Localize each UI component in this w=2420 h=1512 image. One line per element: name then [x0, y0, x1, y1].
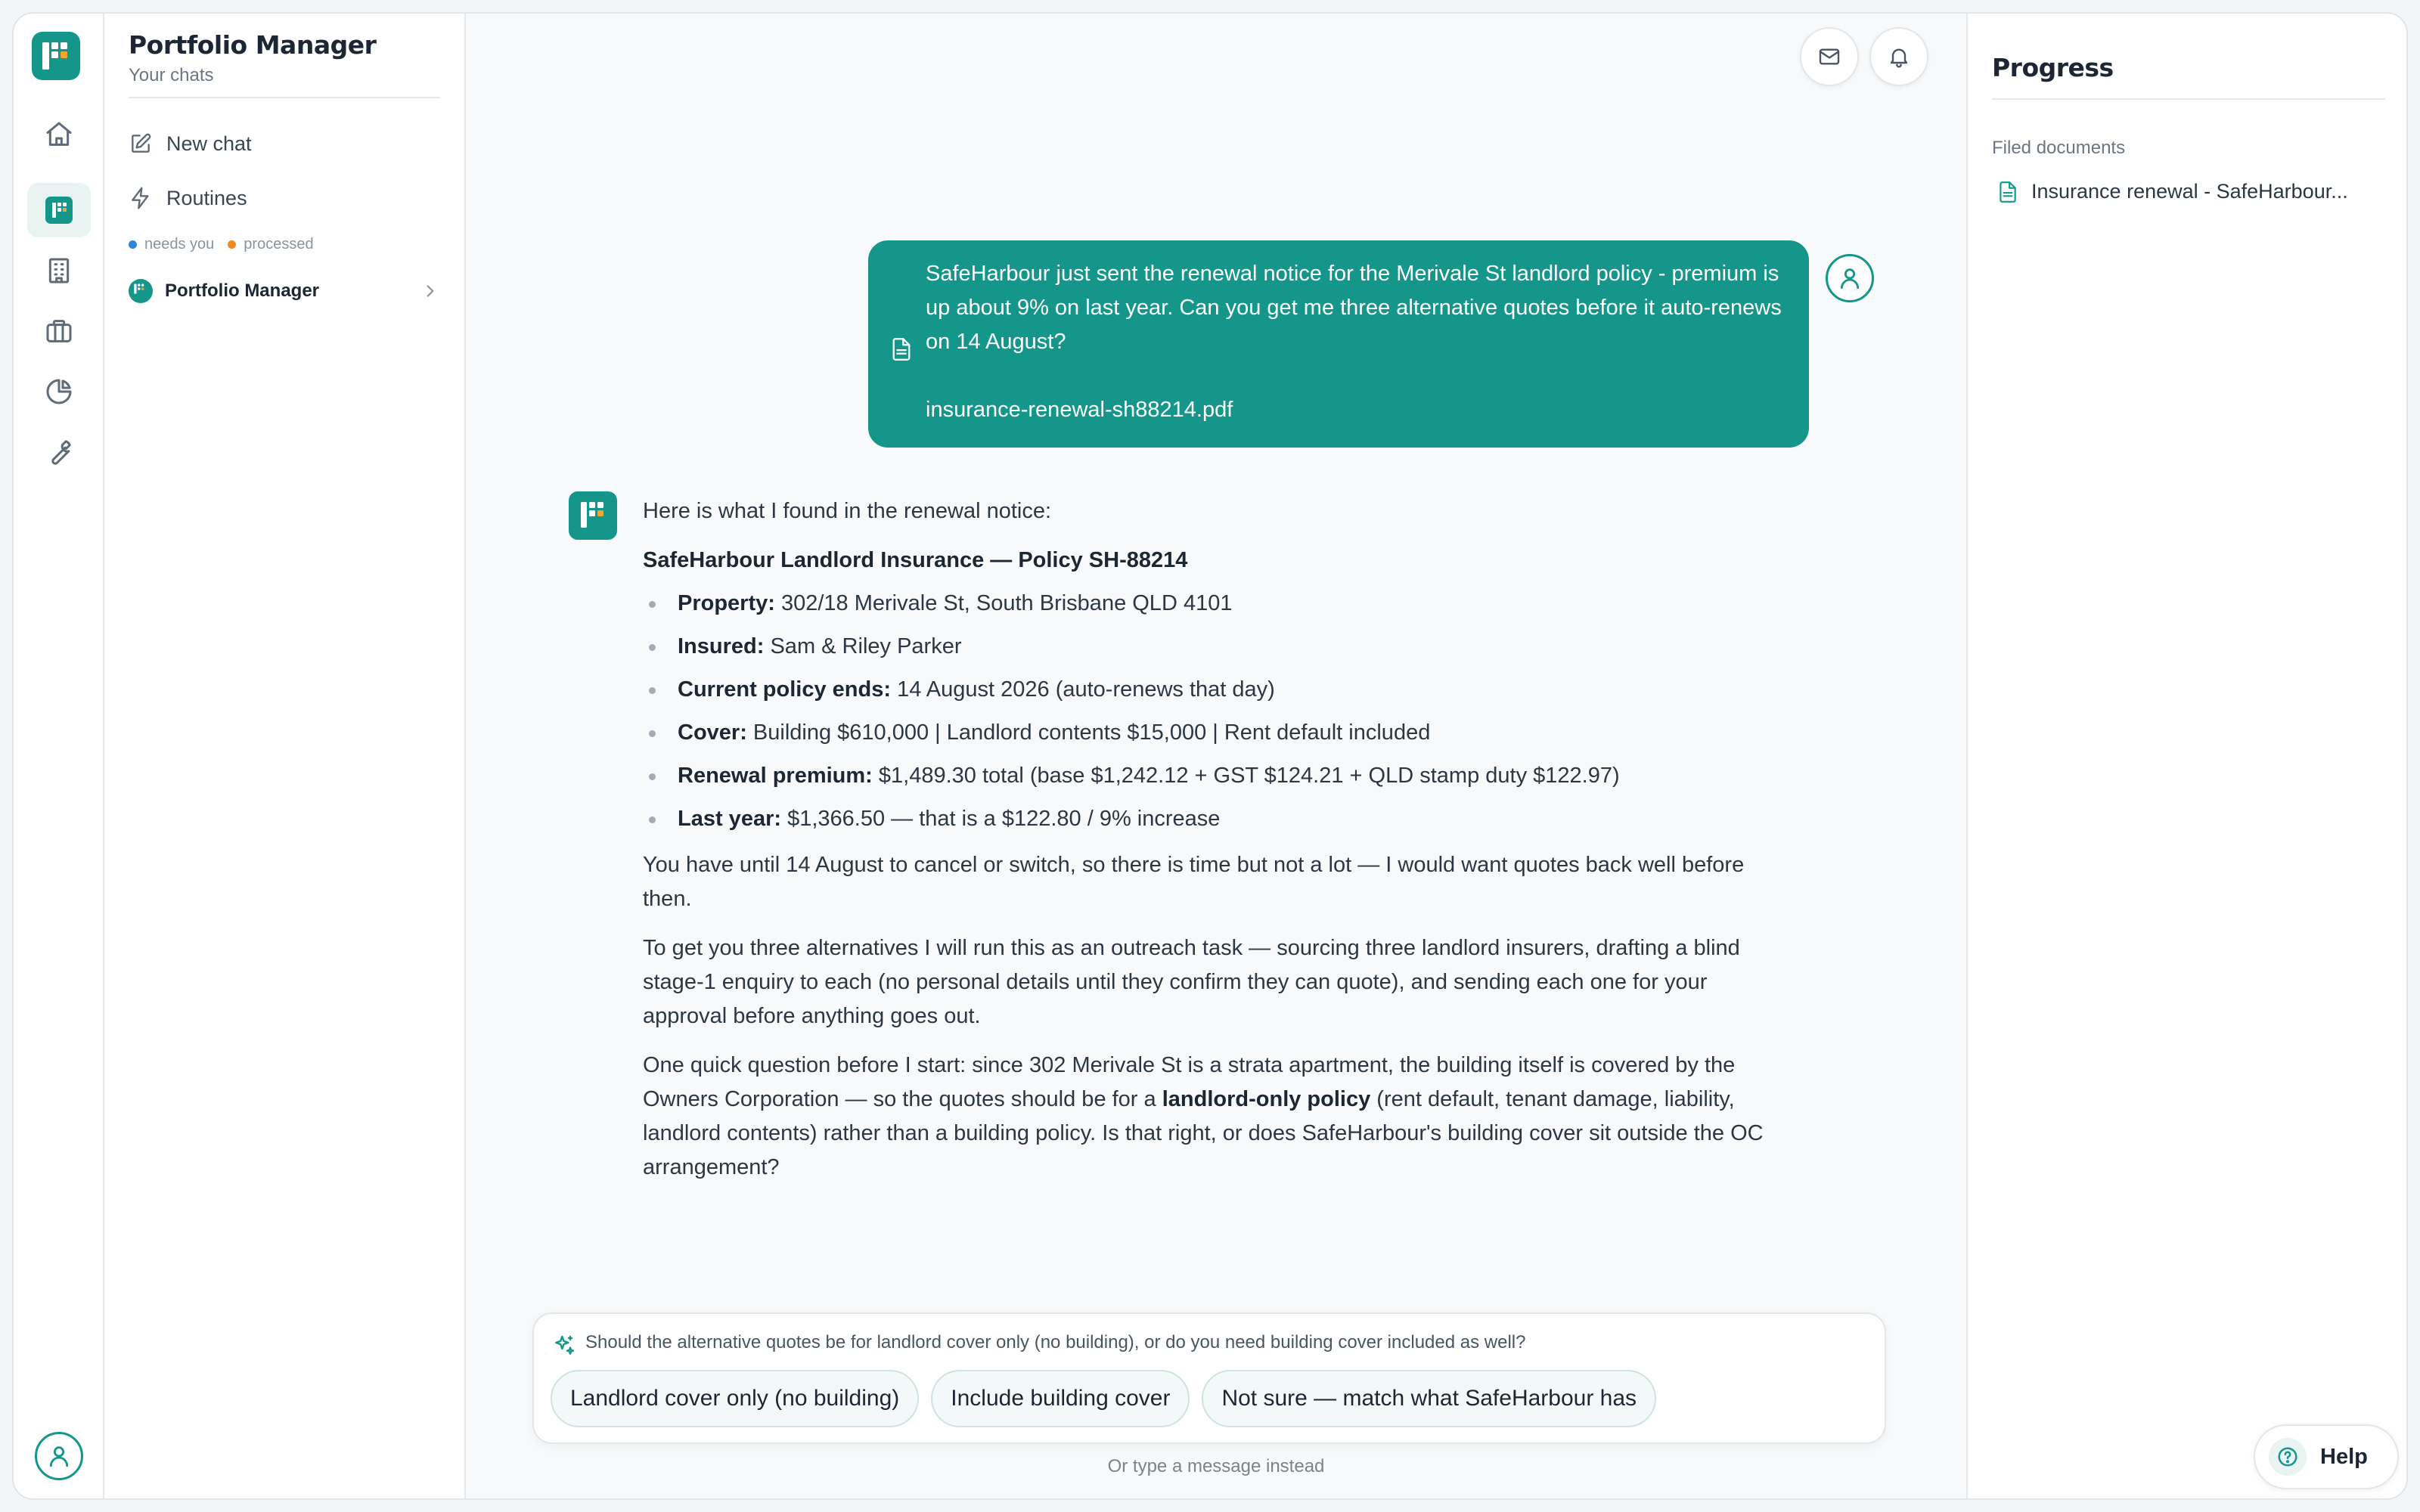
- portfolio-manager-icon[interactable]: [27, 183, 91, 237]
- notifications-button[interactable]: [1869, 27, 1928, 86]
- processed-label: processed: [244, 236, 314, 253]
- app-logo-icon[interactable]: [32, 32, 80, 80]
- new-chat-button[interactable]: [129, 132, 252, 156]
- chat-item-label: Portfolio Manager: [165, 280, 320, 301]
- detail-value: $1,366.50 — that is a $122.80 / 9% increase: [787, 807, 1221, 831]
- pie-chart-icon[interactable]: [27, 364, 91, 419]
- filed-document-name: Insurance renewal - SafeHarbour...: [2031, 180, 2348, 203]
- deadline-paragraph: You have until 14 August to cancel or switch, so there is time but not a lot — I would want quotes back well before then.: [643, 853, 1745, 911]
- sparkle-icon: [552, 1334, 576, 1358]
- detail-value: 14 August 2026 (auto-renews that day): [897, 677, 1275, 702]
- lightning-icon: [129, 186, 153, 210]
- portfolio-manager-icon: [569, 491, 617, 540]
- list-item: [678, 673, 1792, 707]
- detail-value: Building $610,000 | Landlord contents $15,000 | Rent default included: [752, 720, 1431, 745]
- portfolio-manager-icon: [129, 279, 153, 303]
- policy-details-list: [643, 587, 1792, 836]
- list-item: [678, 716, 1792, 750]
- bell-icon: [1887, 45, 1911, 69]
- help-button[interactable]: [2254, 1424, 2399, 1489]
- status-legend: [129, 236, 314, 253]
- detail-label: Property:: [678, 591, 775, 615]
- wrench-icon[interactable]: [27, 425, 91, 479]
- detail-value: Sam & Riley Parker: [770, 634, 962, 658]
- chevron-right-icon: [420, 281, 440, 301]
- document-icon[interactable]: [891, 337, 912, 361]
- chat-list-panel: [104, 14, 466, 1498]
- question-paragraph: [643, 1049, 1792, 1185]
- user-message-text: SafeHarbour just sent the renewal notice for the Merivale St landlord policy - premium is up about 9% on last year. Can you get me three alternative quotes before it auto-renews on 14 August?: [926, 262, 1782, 354]
- progress-panel: [1966, 14, 2408, 1498]
- attachment-filename[interactable]: insurance-renewal-sh88214.pdf: [926, 398, 1233, 422]
- option-landlord-only-button[interactable]: Landlord cover only (no building): [551, 1370, 919, 1427]
- needs-you-dot: [129, 240, 137, 249]
- briefcase-icon[interactable]: [27, 304, 91, 358]
- assistant-message: [643, 494, 1792, 1200]
- building-icon[interactable]: [27, 243, 91, 298]
- home-icon[interactable]: [27, 107, 91, 162]
- user-message-bubble: [868, 240, 1809, 448]
- filed-document-item[interactable]: [1998, 180, 2348, 203]
- quick-reply-panel: [532, 1312, 1886, 1444]
- routines-button[interactable]: [129, 186, 247, 210]
- option-not-sure-button[interactable]: Not sure — match what SafeHarbour has: [1202, 1370, 1656, 1427]
- help-icon: [2269, 1438, 2307, 1476]
- assistant-avatar: [569, 491, 617, 540]
- app-title: Portfolio Manager: [129, 30, 377, 60]
- plan-paragraph: To get you three alternatives I will run this as an outreach task — sourcing three landlord insurers, drafting a blind stage-1 enquiry to each (no personal details until they confirm they can quote), and sending each one for your approval before anything goes out.: [643, 936, 1740, 1028]
- detail-label: Insured:: [678, 634, 765, 658]
- assistant-intro: Here is what I found in the renewal notice:: [643, 499, 1052, 523]
- type-message-link[interactable]: Or type a message instead: [1107, 1456, 1325, 1476]
- messages-button[interactable]: [1800, 27, 1859, 86]
- divider: [1992, 98, 2385, 100]
- option-include-building-button[interactable]: Include building cover: [931, 1370, 1190, 1427]
- needs-you-label: needs you: [144, 236, 215, 253]
- chat-item-portfolio-manager[interactable]: [129, 275, 440, 307]
- detail-label: Last year:: [678, 807, 782, 831]
- filed-documents-label: Filed documents: [1992, 138, 2126, 158]
- detail-label: Renewal premium:: [678, 764, 873, 788]
- policy-heading: SafeHarbour Landlord Insurance — Policy SH-88214: [643, 548, 1188, 572]
- detail-label: Current policy ends:: [678, 677, 891, 702]
- document-icon: [1998, 181, 2018, 203]
- list-item: [678, 759, 1792, 793]
- routines-label: Routines: [166, 186, 247, 209]
- list-item: [678, 587, 1792, 621]
- app-window: [12, 12, 2408, 1500]
- new-chat-label: New chat: [166, 132, 252, 155]
- question-text-end: (rent default, tenant damage, liability, landlord contents) rather than a building policy. Is that right, or does SafeHarbour's building cover sit outside the OC arrangement?: [643, 1087, 1764, 1179]
- quick-reply-options: [551, 1370, 1656, 1427]
- detail-value: $1,489.30 total (base $1,242.12 + GST $124.21 + QLD stamp duty $122.97): [878, 764, 1620, 788]
- detail-label: Cover:: [678, 720, 747, 745]
- chats-subtitle: Your chats: [129, 65, 214, 85]
- processed-dot: [228, 240, 236, 249]
- icon-rail: [14, 14, 104, 1498]
- chat-main: [466, 14, 1966, 1498]
- question-emphasis: landlord-only policy: [1162, 1087, 1371, 1111]
- user-icon: [1837, 265, 1863, 291]
- help-label: Help: [2320, 1444, 2368, 1469]
- user-avatar: [1826, 254, 1874, 302]
- divider: [129, 97, 440, 98]
- progress-title: Progress: [1992, 53, 2114, 82]
- edit-icon: [129, 132, 153, 156]
- quick-reply-question: Should the alternative quotes be for landlord cover only (no building), or do you need building cover included as well?: [585, 1332, 1526, 1352]
- user-icon[interactable]: [35, 1432, 83, 1480]
- mail-icon: [1817, 45, 1841, 69]
- detail-value: 302/18 Merivale St, South Brisbane QLD 4101: [780, 591, 1233, 615]
- list-item: [678, 630, 1792, 664]
- list-item: [678, 802, 1792, 836]
- question-text-start: One quick question before I start: since 302 Merivale St is a strata apartment, the building itself is covered by the Owners Corporation — so the quotes should be for a: [643, 1053, 1736, 1111]
